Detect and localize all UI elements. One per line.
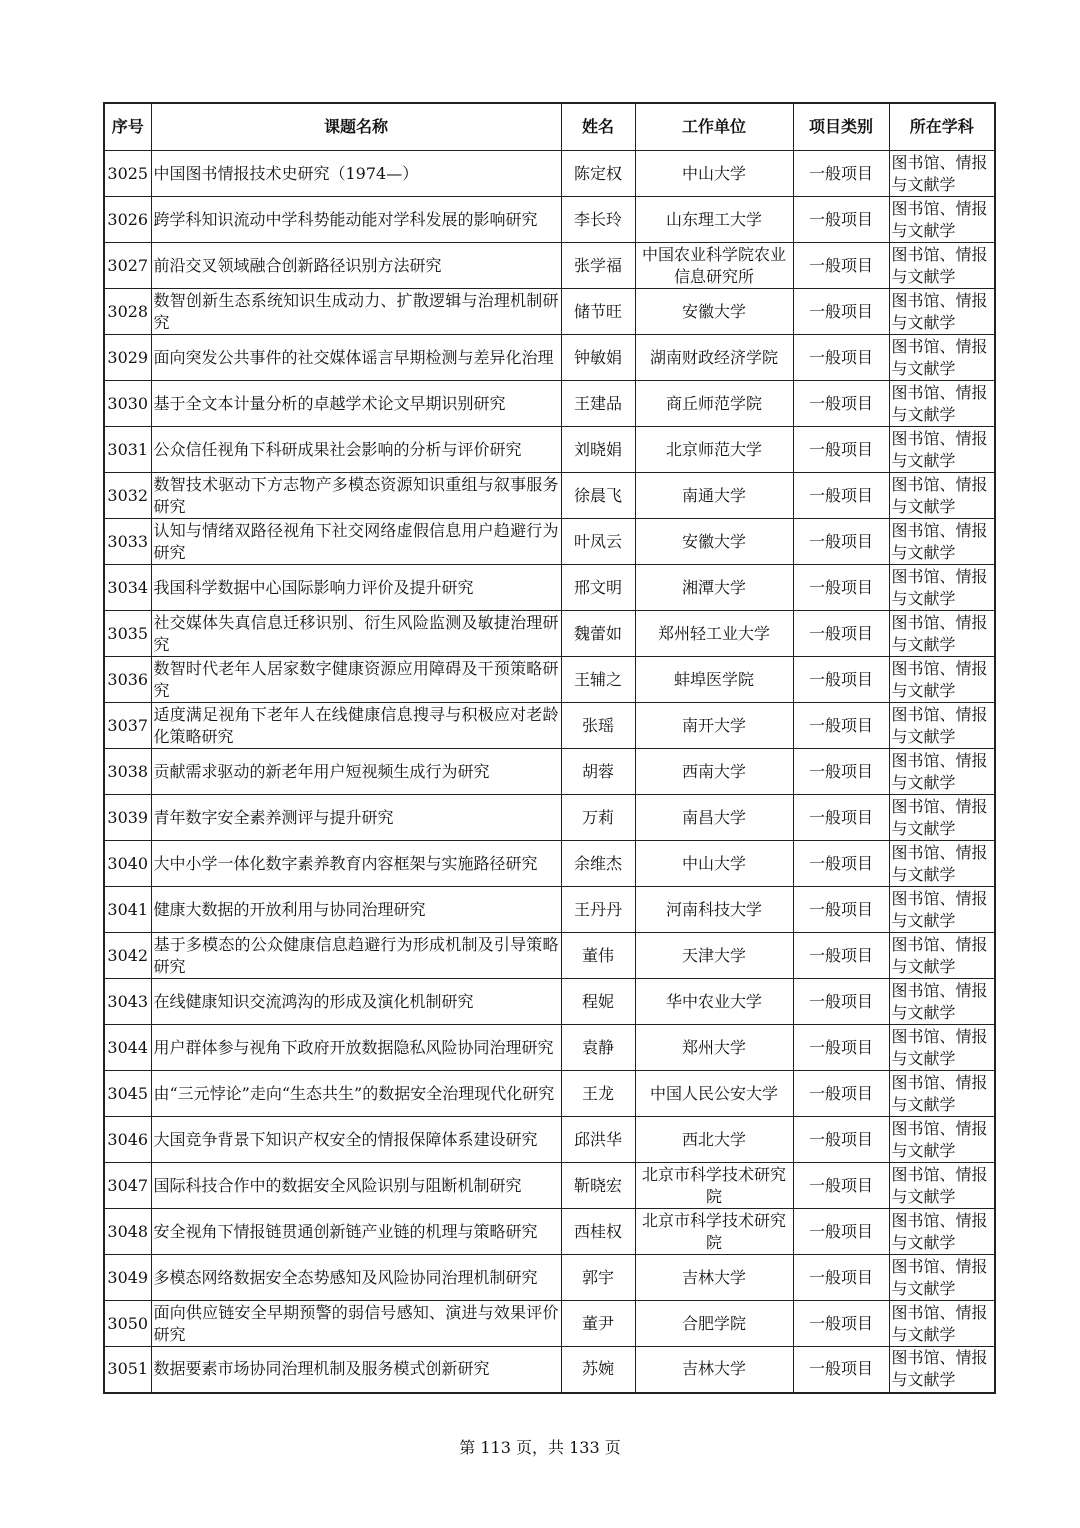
cell-unit: 郑州大学 [635, 1025, 793, 1071]
cell-unit: 湖南财政经济学院 [635, 335, 793, 381]
cell-subject: 图书馆、情报与文献学 [889, 565, 995, 611]
cell-title: 面向突发公共事件的社交媒体谣言早期检测与差异化治理 [151, 335, 561, 381]
cell-id: 3050 [104, 1301, 151, 1347]
cell-subject: 图书馆、情报与文献学 [889, 1209, 995, 1255]
cell-title: 大国竞争背景下知识产权安全的情报保障体系建设研究 [151, 1117, 561, 1163]
cell-id: 3048 [104, 1209, 151, 1255]
cell-name: 胡蓉 [561, 749, 635, 795]
table-row [104, 243, 995, 289]
cell-type: 一般项目 [793, 289, 889, 335]
cell-subject: 图书馆、情报与文献学 [889, 841, 995, 887]
table-row [104, 1347, 995, 1393]
cell-unit: 安徽大学 [635, 289, 793, 335]
table-row [104, 611, 995, 657]
cell-type: 一般项目 [793, 979, 889, 1025]
cell-title: 公众信任视角下科研成果社会影响的分析与评价研究 [151, 427, 561, 473]
cell-subject: 图书馆、情报与文献学 [889, 243, 995, 289]
cell-unit: 天津大学 [635, 933, 793, 979]
cell-id: 3049 [104, 1255, 151, 1301]
cell-id: 3033 [104, 519, 151, 565]
cell-name: 王龙 [561, 1071, 635, 1117]
cell-type: 一般项目 [793, 795, 889, 841]
cell-name: 徐晨飞 [561, 473, 635, 519]
table-row [104, 335, 995, 381]
cell-name: 余维杰 [561, 841, 635, 887]
cell-subject: 图书馆、情报与文献学 [889, 1347, 995, 1393]
cell-type: 一般项目 [793, 1255, 889, 1301]
cell-subject: 图书馆、情报与文献学 [889, 795, 995, 841]
cell-name: 王建品 [561, 381, 635, 427]
table-row [104, 519, 995, 565]
cell-unit: 中国人民公安大学 [635, 1071, 793, 1117]
cell-name: 董尹 [561, 1301, 635, 1347]
cell-title: 安全视角下情报链贯通创新链产业链的机理与策略研究 [151, 1209, 561, 1255]
cell-subject: 图书馆、情报与文献学 [889, 1025, 995, 1071]
cell-title: 大中小学一体化数字素养教育内容框架与实施路径研究 [151, 841, 561, 887]
cell-unit: 吉林大学 [635, 1347, 793, 1393]
cell-title: 中国图书情报技术史研究（1974—） [151, 151, 561, 197]
cell-title: 社交媒体失真信息迁移识别、衍生风险监测及敏捷治理研究 [151, 611, 561, 657]
cell-name: 叶凤云 [561, 519, 635, 565]
table-row [104, 657, 995, 703]
table-row [104, 473, 995, 519]
cell-subject: 图书馆、情报与文献学 [889, 197, 995, 243]
cell-type: 一般项目 [793, 611, 889, 657]
cell-unit: 商丘师范学院 [635, 381, 793, 427]
cell-unit: 山东理工大学 [635, 197, 793, 243]
cell-id: 3035 [104, 611, 151, 657]
cell-title: 面向供应链安全早期预警的弱信号感知、演进与效果评价研究 [151, 1301, 561, 1347]
cell-name: 钟敏娟 [561, 335, 635, 381]
table-row [104, 289, 995, 335]
cell-type: 一般项目 [793, 887, 889, 933]
cell-subject: 图书馆、情报与文献学 [889, 1163, 995, 1209]
cell-subject: 图书馆、情报与文献学 [889, 381, 995, 427]
projects-table [103, 102, 996, 1394]
cell-subject: 图书馆、情报与文献学 [889, 1117, 995, 1163]
cell-title: 健康大数据的开放利用与协同治理研究 [151, 887, 561, 933]
cell-unit: 中山大学 [635, 841, 793, 887]
cell-unit: 合肥学院 [635, 1301, 793, 1347]
cell-type: 一般项目 [793, 335, 889, 381]
table-row [104, 197, 995, 243]
cell-id: 3031 [104, 427, 151, 473]
cell-title: 用户群体参与视角下政府开放数据隐私风险协同治理研究 [151, 1025, 561, 1071]
cell-unit: 华中农业大学 [635, 979, 793, 1025]
cell-unit: 河南科技大学 [635, 887, 793, 933]
cell-unit: 吉林大学 [635, 1255, 793, 1301]
col-header-id: 序号 [104, 103, 151, 151]
col-header-unit: 工作单位 [635, 103, 793, 151]
table-row [104, 887, 995, 933]
cell-subject: 图书馆、情报与文献学 [889, 887, 995, 933]
cell-name: 苏婉 [561, 1347, 635, 1393]
table-header-row [104, 103, 995, 151]
cell-name: 魏蕾如 [561, 611, 635, 657]
cell-id: 3029 [104, 335, 151, 381]
table-row [104, 979, 995, 1025]
cell-title: 贡献需求驱动的新老年用户短视频生成行为研究 [151, 749, 561, 795]
cell-title: 基于全文本计量分析的卓越学术论文早期识别研究 [151, 381, 561, 427]
cell-subject: 图书馆、情报与文献学 [889, 1071, 995, 1117]
cell-id: 3026 [104, 197, 151, 243]
cell-subject: 图书馆、情报与文献学 [889, 657, 995, 703]
cell-title: 多模态网络数据安全态势感知及风险协同治理机制研究 [151, 1255, 561, 1301]
cell-name: 邢文明 [561, 565, 635, 611]
cell-id: 3027 [104, 243, 151, 289]
col-header-name: 姓名 [561, 103, 635, 151]
table-row [104, 933, 995, 979]
cell-type: 一般项目 [793, 841, 889, 887]
cell-name: 陈定权 [561, 151, 635, 197]
table-row [104, 749, 995, 795]
cell-unit: 南开大学 [635, 703, 793, 749]
cell-subject: 图书馆、情报与文献学 [889, 289, 995, 335]
cell-title: 我国科学数据中心国际影响力评价及提升研究 [151, 565, 561, 611]
table-row [104, 1255, 995, 1301]
col-header-subject: 所在学科 [889, 103, 995, 151]
cell-type: 一般项目 [793, 565, 889, 611]
cell-type: 一般项目 [793, 1071, 889, 1117]
table-row [104, 841, 995, 887]
cell-id: 3037 [104, 703, 151, 749]
table-row [104, 703, 995, 749]
cell-type: 一般项目 [793, 151, 889, 197]
cell-id: 3030 [104, 381, 151, 427]
cell-name: 储节旺 [561, 289, 635, 335]
cell-type: 一般项目 [793, 1117, 889, 1163]
cell-subject: 图书馆、情报与文献学 [889, 749, 995, 795]
table-row [104, 1301, 995, 1347]
cell-id: 3032 [104, 473, 151, 519]
cell-id: 3036 [104, 657, 151, 703]
cell-name: 程妮 [561, 979, 635, 1025]
cell-unit: 中国农业科学院农业信息研究所 [635, 243, 793, 289]
cell-type: 一般项目 [793, 427, 889, 473]
table-row [104, 1163, 995, 1209]
cell-title: 数智时代老年人居家数字健康资源应用障碍及干预策略研究 [151, 657, 561, 703]
cell-subject: 图书馆、情报与文献学 [889, 335, 995, 381]
cell-id: 3039 [104, 795, 151, 841]
cell-subject: 图书馆、情报与文献学 [889, 427, 995, 473]
cell-unit: 北京师范大学 [635, 427, 793, 473]
cell-subject: 图书馆、情报与文献学 [889, 979, 995, 1025]
cell-type: 一般项目 [793, 1347, 889, 1393]
cell-name: 张学福 [561, 243, 635, 289]
cell-unit: 西南大学 [635, 749, 793, 795]
cell-subject: 图书馆、情报与文献学 [889, 703, 995, 749]
cell-name: 袁静 [561, 1025, 635, 1071]
cell-name: 靳晓宏 [561, 1163, 635, 1209]
cell-type: 一般项目 [793, 657, 889, 703]
cell-title: 青年数字安全素养测评与提升研究 [151, 795, 561, 841]
cell-name: 邱洪华 [561, 1117, 635, 1163]
cell-unit: 郑州轻工业大学 [635, 611, 793, 657]
table-row [104, 1117, 995, 1163]
table-row [104, 1025, 995, 1071]
cell-name: 刘晓娟 [561, 427, 635, 473]
cell-type: 一般项目 [793, 519, 889, 565]
cell-name: 董伟 [561, 933, 635, 979]
cell-unit: 安徽大学 [635, 519, 793, 565]
cell-unit: 南通大学 [635, 473, 793, 519]
cell-type: 一般项目 [793, 381, 889, 427]
cell-type: 一般项目 [793, 933, 889, 979]
cell-type: 一般项目 [793, 1025, 889, 1071]
col-header-title: 课题名称 [151, 103, 561, 151]
cell-type: 一般项目 [793, 749, 889, 795]
table-row [104, 151, 995, 197]
cell-id: 3025 [104, 151, 151, 197]
table-body [104, 151, 995, 1393]
cell-id: 3028 [104, 289, 151, 335]
cell-name: 王丹丹 [561, 887, 635, 933]
cell-title: 由“三元悖论”走向“生态共生”的数据安全治理现代化研究 [151, 1071, 561, 1117]
cell-unit: 湘潭大学 [635, 565, 793, 611]
cell-unit: 西北大学 [635, 1117, 793, 1163]
cell-id: 3045 [104, 1071, 151, 1117]
cell-subject: 图书馆、情报与文献学 [889, 151, 995, 197]
cell-type: 一般项目 [793, 473, 889, 519]
cell-type: 一般项目 [793, 197, 889, 243]
cell-id: 3042 [104, 933, 151, 979]
cell-type: 一般项目 [793, 1301, 889, 1347]
cell-title: 在线健康知识交流鸿沟的形成及演化机制研究 [151, 979, 561, 1025]
cell-id: 3040 [104, 841, 151, 887]
page-footer: 第 113 页，共 133 页 [459, 1438, 621, 1457]
cell-title: 跨学科知识流动中学科势能动能对学科发展的影响研究 [151, 197, 561, 243]
cell-type: 一般项目 [793, 703, 889, 749]
cell-title: 前沿交叉领域融合创新路径识别方法研究 [151, 243, 561, 289]
cell-title: 数智创新生态系统知识生成动力、扩散逻辑与治理机制研究 [151, 289, 561, 335]
cell-id: 3046 [104, 1117, 151, 1163]
cell-id: 3051 [104, 1347, 151, 1393]
table-row [104, 1209, 995, 1255]
cell-id: 3041 [104, 887, 151, 933]
table-row [104, 795, 995, 841]
col-header-type: 项目类别 [793, 103, 889, 151]
cell-subject: 图书馆、情报与文献学 [889, 1301, 995, 1347]
cell-name: 西桂权 [561, 1209, 635, 1255]
cell-type: 一般项目 [793, 1209, 889, 1255]
table-row [104, 565, 995, 611]
cell-unit: 南昌大学 [635, 795, 793, 841]
cell-id: 3034 [104, 565, 151, 611]
cell-subject: 图书馆、情报与文献学 [889, 1255, 995, 1301]
cell-title: 国际科技合作中的数据安全风险识别与阻断机制研究 [151, 1163, 561, 1209]
cell-id: 3038 [104, 749, 151, 795]
cell-title: 认知与情绪双路径视角下社交网络虚假信息用户趋避行为研究 [151, 519, 561, 565]
cell-subject: 图书馆、情报与文献学 [889, 473, 995, 519]
cell-unit: 北京市科学技术研究院 [635, 1163, 793, 1209]
cell-type: 一般项目 [793, 243, 889, 289]
cell-subject: 图书馆、情报与文献学 [889, 519, 995, 565]
cell-name: 王辅之 [561, 657, 635, 703]
cell-name: 李长玲 [561, 197, 635, 243]
cell-unit: 蚌埠医学院 [635, 657, 793, 703]
cell-title: 数智技术驱动下方志物产多模态资源知识重组与叙事服务研究 [151, 473, 561, 519]
cell-id: 3047 [104, 1163, 151, 1209]
table-row [104, 1071, 995, 1117]
table-row [104, 427, 995, 473]
cell-type: 一般项目 [793, 1163, 889, 1209]
cell-title: 基于多模态的公众健康信息趋避行为形成机制及引导策略研究 [151, 933, 561, 979]
table-row [104, 381, 995, 427]
cell-unit: 北京市科学技术研究院 [635, 1209, 793, 1255]
cell-id: 3044 [104, 1025, 151, 1071]
cell-name: 万莉 [561, 795, 635, 841]
cell-unit: 中山大学 [635, 151, 793, 197]
cell-subject: 图书馆、情报与文献学 [889, 933, 995, 979]
cell-title: 数据要素市场协同治理机制及服务模式创新研究 [151, 1347, 561, 1393]
cell-name: 张瑶 [561, 703, 635, 749]
cell-name: 郭宇 [561, 1255, 635, 1301]
cell-subject: 图书馆、情报与文献学 [889, 611, 995, 657]
cell-title: 适度满足视角下老年人在线健康信息搜寻与积极应对老龄化策略研究 [151, 703, 561, 749]
cell-id: 3043 [104, 979, 151, 1025]
